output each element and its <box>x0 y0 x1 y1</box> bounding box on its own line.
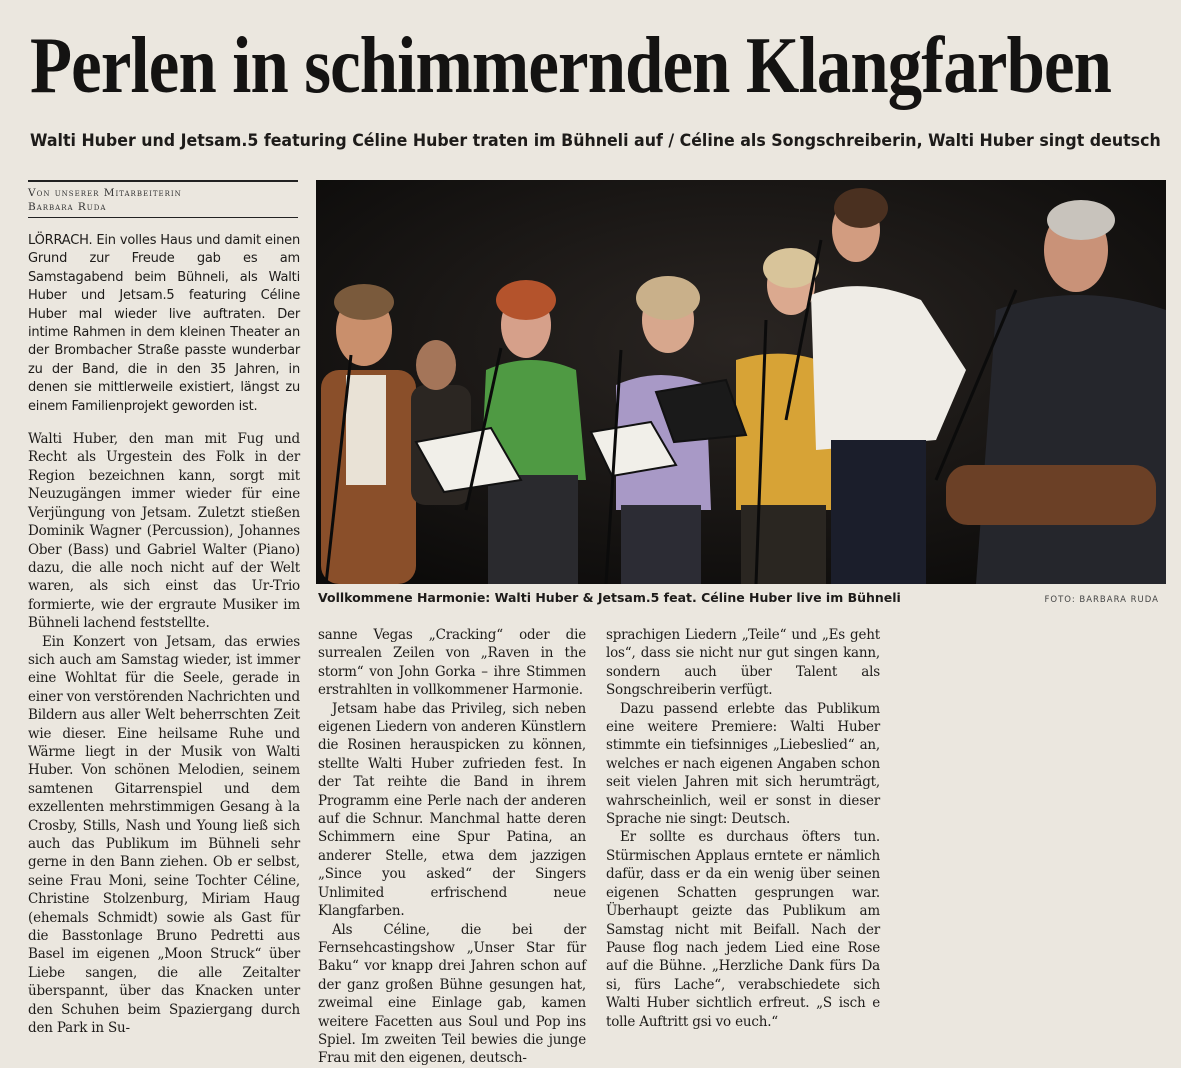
article-column-2 <box>318 626 586 1068</box>
article-lead-paragraph: LÖRRACH. Ein volles Haus und damit einen Grund zur Freude gab es am Samstagabend beim Bühneli, als Walti Huber und Jetsam.5 featuring Céline Huber mal wieder live auftraten. Der intime Rahmen in dem kleinen Theater an der Brombacher Straße passte wunderbar zu der Band, die in den 35 Jahren, in denen sie mittlerweile existiert, längst zu einem Familienprojekt geworden ist. <box>28 233 300 414</box>
article-paragraph: sprachigen Liedern „Teile“ und „Es geht los“, dass sie nicht nur gut singen kann, sondern auch über Talent als Songschreiberin verfügt. <box>606 627 880 699</box>
article-paragraph: Dazu passend erlebte das Publikum eine weitere Premiere: Walti Huber stimmte ein tiefsinniges „Liebeslied“ an, welches er nach eigenen Angaben schon seit vielen Jahren mit sich herumträgt, wahrscheinlich, weil er sonst in dieser Sprache nie singt: Deutsch. <box>606 700 880 828</box>
concert-photo <box>316 180 1166 584</box>
byline-bottom-rule <box>28 217 298 218</box>
article-paragraph: Walti Huber, den man mit Fug und Recht als Urgestein des Folk in der Region bezeichnen kann, sorgt mit Neuzugängen immer wieder für eine Verjüngung von Jetsam. Zuletzt stießen Dominik Wagner (Percussion), Johannes Ober (Bass) und Gabriel Walter (Piano) dazu, die alle noch nicht auf der Welt waren, als sich einst das Ur-Trio formierte, wie der ergraute Musiker im Bühneli lachend feststellte. <box>28 431 300 632</box>
article-column-1 <box>28 232 300 1037</box>
byline-top-rule <box>28 180 298 182</box>
byline-author: Barbara Ruda <box>28 201 107 213</box>
article-headline: Perlen in schimmernden Klangfarben <box>30 22 1112 110</box>
concert-photo-illustration <box>316 180 1166 584</box>
article-paragraph: sanne Vegas „Cracking“ oder die surrealen Zeilen von „Raven in the storm“ von John Gorka – ihre Stimmen erstrahlten in vollkommener Harmonie. <box>318 627 586 699</box>
photo-caption: Vollkommene Harmonie: Walti Huber & Jetsam.5 feat. Céline Huber live im Bühneli <box>318 590 901 605</box>
byline-line-1: Von unserer Mitarbeiterin <box>28 187 182 199</box>
article-paragraph: Er sollte es durchaus öfters tun. Stürmischen Applaus erntete er nämlich dafür, dass er da ein wenig über seinen eigenen Schatten gesprungen war. Überhaupt geizte das Publikum am Samstag nicht mit Beifall. Nach der Pause flog nach jedem Lied eine Rose auf die Bühne. „Herzliche Dank fürs Da si, fürs Lache“, verabschiedete sich Walti Huber sichtlich erfreut. „S isch e tolle Auftritt gsi vo euch.“ <box>606 829 880 1030</box>
article-paragraph: Jetsam habe das Privileg, sich neben eigenen Liedern von anderen Künstlern die Rosinen herauspicken zu können, stellte Walti Huber zufrieden fest. In der Tat reihte die Band in ihrem Programm eine Perle nach der anderen auf die Schnur. Manchmal hatte deren Schimmern eine Spur Patina, an anderer Stelle, etwa dem jazzigen „Since you asked“ der Singers Unlimited erfrischend neue Klangfarben. <box>318 700 586 920</box>
article-paragraph: Ein Konzert von Jetsam, das erwies sich auch am Samstag wieder, ist immer eine Wohltat für die Seele, gerade in einer von verstörenden Nachrichten und Bildern aus aller Welt beherrschten Zeit wie dieser. Eine heilsame Ruhe und Wärme liegt in der Musik von Walti Huber. Von schönen Melodien, seinem samtenen Gitarrenspiel und dem exzellenten mehrstimmigen Gesang à la Crosby, Stills, Nash und Young ließ sich auch das Publikum im Bühneli sehr gerne in den Bann ziehen. Ob er selbst, seine Frau Moni, seine Tochter Céline, Christine Stolzenburg, Miriam Haug (ehemals Schmidt) sowie als Gast für die Basstonlage Bruno Pedretti aus Basel im eigenen „Moon Struck“ über Liebe sangen, die alle Zeitalter überspannt, über das Knacken unter den Schuhen beim Spaziergang durch den Park in Su- <box>28 633 300 1037</box>
byline <box>28 186 298 214</box>
article-column-3 <box>606 626 880 1031</box>
article-paragraph: Als Céline, die bei der Fernsehcastingshow „Unser Star für Baku“ vor knapp drei Jahren schon auf der ganz großen Bühne gesungen hat, zweimal eine Einlage gab, kamen weitere Facetten aus Soul und Pop ins Spiel. Im zweiten Teil bewies die junge Frau mit den eigenen, deutsch- <box>318 921 586 1067</box>
photo-credit: FOTO: BARBARA RUDA <box>1044 595 1159 605</box>
article-subheadline: Walti Huber und Jetsam.5 featuring Céline Huber traten im Bühneli auf / Céline als Songschreiberin, Walti Huber singt deutsch <box>30 131 1161 151</box>
